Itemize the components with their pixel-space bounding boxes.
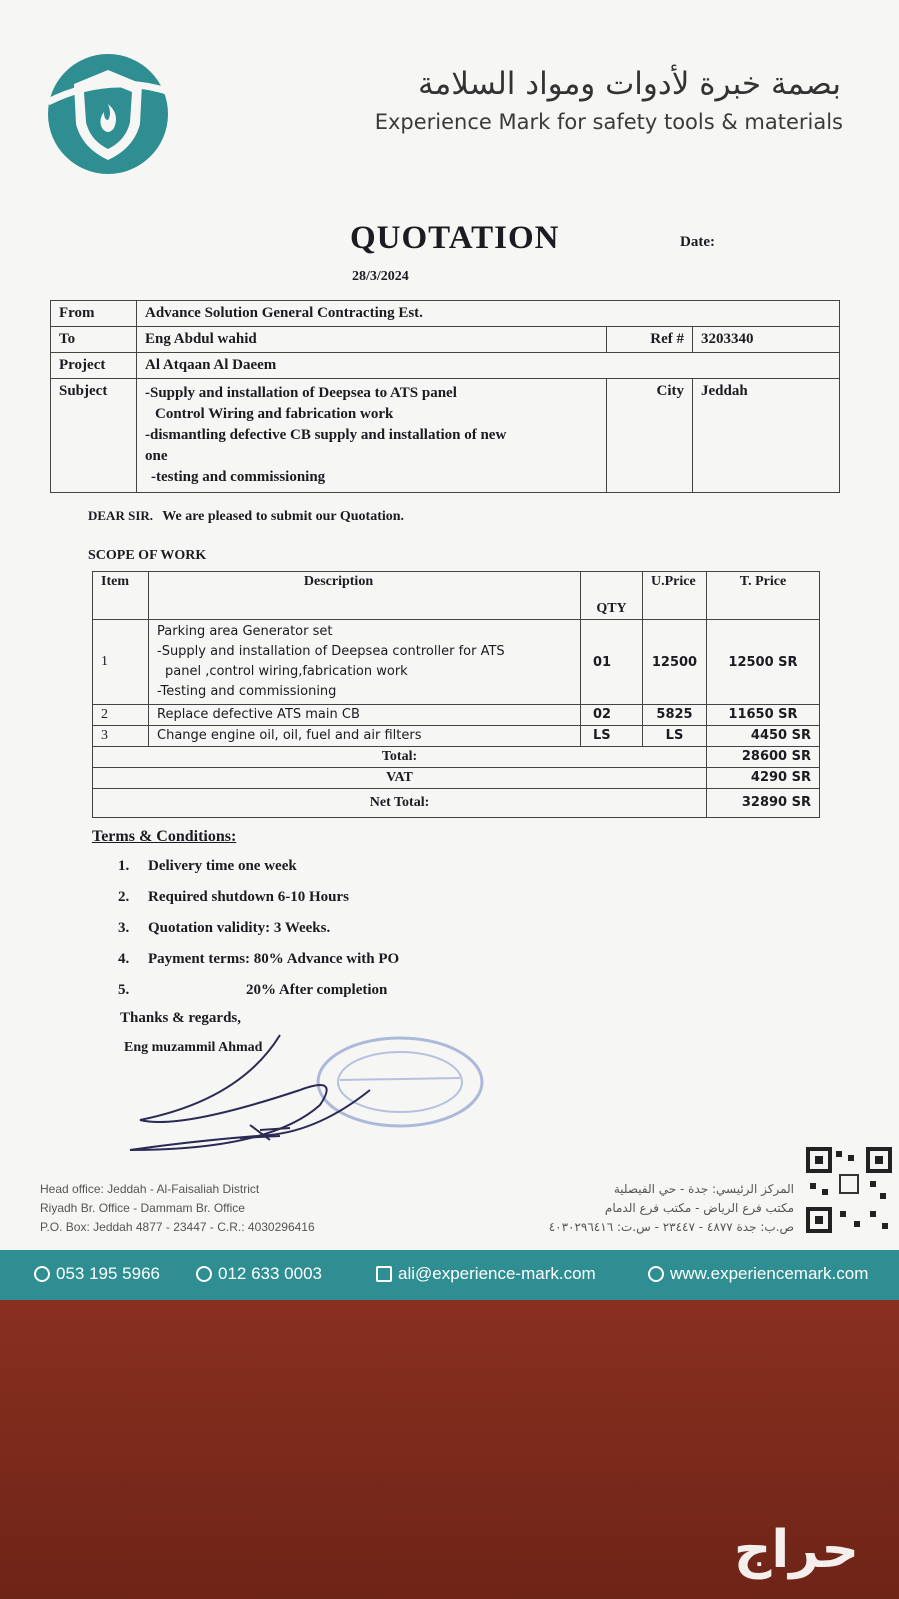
- from-label: From: [51, 301, 137, 327]
- whatsapp-icon: [34, 1266, 50, 1282]
- row-qty: 02: [581, 705, 643, 726]
- brand-name-arabic: بصمة خبرة لأدوات ومواد السلامة: [417, 66, 841, 102]
- address-line: مكتب فرع الرياض - مكتب فرع الدمام: [604, 1201, 794, 1215]
- list-item: [118, 951, 399, 982]
- city-label: City: [607, 379, 693, 493]
- website-link[interactable]: [648, 1264, 868, 1284]
- row-unit-price: 12500: [643, 620, 707, 705]
- term-number: 4.: [118, 951, 130, 967]
- table-row: [93, 620, 820, 705]
- email-address: ali@experience-mark.com: [398, 1264, 596, 1283]
- description-line: -Supply and installation of Deepsea controller for ATS: [157, 644, 505, 659]
- terms-title: Terms & Conditions:: [92, 828, 237, 845]
- row-item: 3: [93, 726, 149, 747]
- project-value: Al Atqaan Al Daeem: [137, 353, 840, 379]
- subject-row: [51, 379, 840, 493]
- website-url: www.experiencemark.com: [670, 1264, 869, 1283]
- company-logo-icon: [42, 48, 174, 180]
- description-line: -Testing and commissioning: [157, 684, 337, 699]
- address-line: P.O. Box: Jeddah 4877 - 23447 - C.R.: 4030296416: [40, 1220, 315, 1234]
- term-text: Payment terms: 80% Advance with PO: [148, 951, 400, 967]
- row-total-price: 12500 SR: [707, 620, 820, 705]
- subject-line: one: [145, 448, 168, 464]
- vat-row: [93, 768, 820, 789]
- phone-icon: [196, 1266, 212, 1282]
- table-row: [93, 705, 820, 726]
- row-qty: LS: [581, 726, 643, 747]
- ref-value: 3203340: [693, 327, 840, 353]
- contact-footer: [0, 1250, 899, 1300]
- row-qty: 01: [581, 620, 643, 705]
- to-label: To: [51, 327, 137, 353]
- closing-thanks: Thanks & regards,: [120, 1010, 241, 1026]
- phone-contact[interactable]: [196, 1264, 322, 1284]
- total-value: 28600 SR: [707, 747, 820, 768]
- date-label: Date:: [680, 234, 715, 250]
- subject-value: [137, 379, 607, 493]
- globe-icon: [648, 1266, 664, 1282]
- list-item: [118, 982, 399, 1013]
- address-line: Head office: Jeddah - Al-Faisaliah District: [40, 1182, 260, 1196]
- term-number: 2.: [118, 889, 130, 905]
- brand-name-english: Experience Mark for safety tools & materials: [374, 110, 843, 134]
- header-item: Item: [93, 572, 149, 620]
- items-table: [92, 571, 820, 818]
- term-number: 3.: [118, 920, 130, 936]
- greeting-salutation: DEAR SIR.: [88, 508, 154, 523]
- header-qty: QTY: [581, 572, 643, 620]
- row-unit-price: 5825: [643, 705, 707, 726]
- term-text: Required shutdown 6-10 Hours: [148, 889, 350, 905]
- address-arabic: [549, 1180, 794, 1237]
- header-unit-price: U.Price: [643, 572, 707, 620]
- term-text: Delivery time one week: [148, 858, 297, 874]
- total-label: Total:: [93, 747, 707, 768]
- vat-label: VAT: [93, 768, 707, 789]
- mobile-number: 053 195 5966: [56, 1264, 160, 1283]
- table-row: [93, 726, 820, 747]
- quotation-info-table: [50, 300, 840, 493]
- row-total-price: 4450 SR: [707, 726, 820, 747]
- term-number: 1.: [118, 858, 130, 874]
- subject-line: -dismantling defective CB supply and installation of new: [145, 427, 507, 443]
- signature-and-stamp-icon: [120, 1030, 500, 1180]
- net-total-value: 32890 SR: [707, 789, 820, 818]
- to-value: Eng Abdul wahid: [137, 327, 607, 353]
- signer-name: Eng muzammil Ahmad: [124, 1040, 263, 1055]
- city-value: Jeddah: [693, 379, 840, 493]
- address-english: [40, 1180, 315, 1237]
- list-item: [118, 920, 399, 951]
- header-description: Description: [149, 572, 581, 620]
- row-total-price: 11650 SR: [707, 705, 820, 726]
- row-item: 1: [93, 620, 149, 705]
- project-row: [51, 353, 840, 379]
- project-label: Project: [51, 353, 137, 379]
- term-text: Quotation validity: 3 Weeks.: [148, 920, 331, 936]
- subject-line: -testing and commissioning: [151, 469, 326, 485]
- qr-code-icon: [804, 1145, 894, 1235]
- term-number: 5.: [118, 982, 130, 998]
- row-description: [149, 620, 581, 705]
- haraj-watermark: حراج: [733, 1520, 859, 1580]
- terms-list: [118, 858, 399, 1013]
- subject-label: Subject: [51, 379, 137, 493]
- description-line: panel ,control wiring,fabrication work: [165, 664, 408, 679]
- address-line: المركز الرئيسي: جدة - حي الفيصلية: [613, 1182, 794, 1196]
- subject-line: -Supply and installation of Deepsea to ATS panel: [145, 385, 457, 401]
- greeting-message: We are pleased to submit our Quotation.: [162, 509, 405, 524]
- greeting: [88, 508, 404, 525]
- term-text: 20% After completion: [246, 982, 388, 998]
- scope-title: SCOPE OF WORK: [88, 548, 207, 563]
- address-line: Riyadh Br. Office - Dammam Br. Office: [40, 1201, 245, 1215]
- items-header-row: [93, 572, 820, 620]
- row-description: Replace defective ATS main CB: [149, 705, 581, 726]
- net-total-row: [93, 789, 820, 818]
- vat-value: 4290 SR: [707, 768, 820, 789]
- from-row: [51, 301, 840, 327]
- date-value: 28/3/2024: [352, 269, 409, 284]
- to-row: [51, 327, 840, 353]
- description-line: Parking area Generator set: [157, 624, 333, 639]
- net-total-label: Net Total:: [93, 789, 707, 818]
- row-unit-price: LS: [643, 726, 707, 747]
- phone-number: 012 633 0003: [218, 1264, 322, 1283]
- address-line: ص.ب: جدة ٤٨٧٧ - ٢٣٤٤٧ - س.ت: ٤٠٣٠٢٩٦٤١٦: [548, 1220, 794, 1234]
- header-total-price: T. Price: [707, 572, 820, 620]
- subject-line: Control Wiring and fabrication work: [155, 406, 394, 422]
- mobile-contact[interactable]: [34, 1264, 160, 1284]
- row-description: Change engine oil, oil, fuel and air filters: [149, 726, 581, 747]
- email-contact[interactable]: [376, 1264, 596, 1284]
- document-title: QUOTATION: [350, 220, 560, 256]
- list-item: [118, 889, 399, 920]
- list-item: [118, 858, 399, 889]
- total-row: [93, 747, 820, 768]
- email-icon: [376, 1266, 392, 1282]
- from-value: Advance Solution General Contracting Est.: [137, 301, 840, 327]
- ref-label: Ref #: [607, 327, 693, 353]
- row-item: 2: [93, 705, 149, 726]
